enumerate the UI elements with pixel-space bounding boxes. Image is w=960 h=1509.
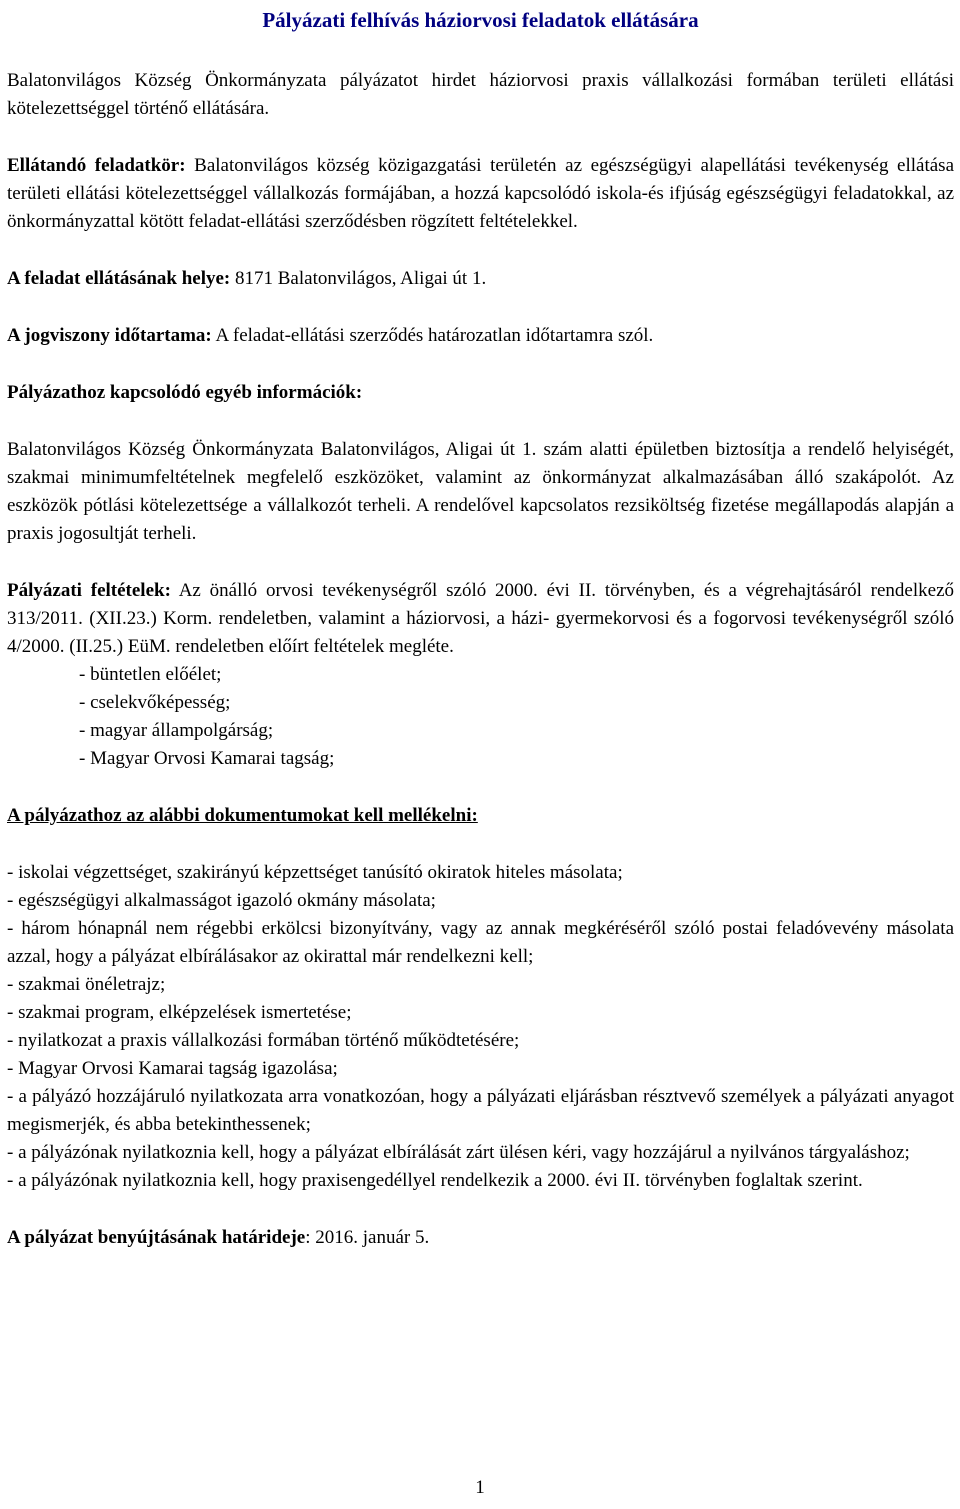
other-info-heading-text: Pályázathoz kapcsolódó egyéb információk: xyxy=(7,382,363,403)
document-page xyxy=(7,0,954,1252)
list-item: - iskolai végzettséget, szakirányú képzettséget tanúsító okiratok hiteles másolata; xyxy=(7,862,623,883)
place-label: A feladat ellátásának helye: xyxy=(7,268,231,289)
list-item: - a pályázónak nyilatkoznia kell, hogy praxisengedéllyel rendelkezik a 2000. évi II. törvényben foglaltak szerint. xyxy=(7,1170,863,1191)
list-item: - büntetlen előélet; xyxy=(79,664,222,685)
intro-paragraph: Balatonvilágos Község Önkormányzata pályázatot hirdet háziorvosi praxis vállalkozási formában területi ellátási kötelezettséggel történő ellátására. xyxy=(7,70,954,119)
scope-paragraph xyxy=(7,152,954,236)
conditions-paragraph xyxy=(7,577,954,661)
list-item: - Magyar Orvosi Kamarai tagság igazolása; xyxy=(7,1058,338,1079)
document-title: Pályázati felhívás háziorvosi feladatok ellátására xyxy=(262,8,699,32)
documents-heading-text: A pályázathoz az alábbi dokumentumokat kell mellékelni: xyxy=(7,805,478,826)
list-item: - három hónapnál nem régebbi erkölcsi bizonyítvány, vagy az annak megkéréséről szóló postai feladóvevény másolata azzal, hogy a pályázat elbírálásakor az okirattal már rendelkezni kell; xyxy=(7,918,954,967)
duration-text: A feladat-ellátási szerződés határozatlan időtartamra szól. xyxy=(211,325,654,346)
deadline-paragraph xyxy=(7,1224,954,1252)
scope-label: Ellátandó feladatkör: xyxy=(7,155,186,176)
page-number: 1 xyxy=(475,1477,485,1498)
deadline-label: A pályázat benyújtásának határideje xyxy=(7,1227,306,1248)
scope-text: Balatonvilágos község közigazgatási területén az egészségügyi alapellátási tevékenység ellátása területi ellátási kötelezettséggel vállalkozás formájában, a hozzá kapcsolódó iskola-és ifjúság egészségügyi feladatokkal, az önkormányzattal kötött feladat-ellátási szerződésben rögzített feltételekkel. xyxy=(7,155,955,232)
conditions-label: Pályázati feltételek: xyxy=(7,580,171,601)
list-item: - a pályázónak nyilatkoznia kell, hogy a pályázat elbírálását zárt ülésen kéri, vagy hozzájárul a nyilvános tárgyaláshoz; xyxy=(7,1142,910,1163)
list-item: - magyar állampolgárság; xyxy=(79,720,274,741)
place-paragraph xyxy=(7,265,954,293)
list-item: - nyilatkozat a praxis vállalkozási formában történő működtetésére; xyxy=(7,1030,520,1051)
other-info-paragraph: Balatonvilágos Község Önkormányzata Balatonvilágos, Aligai út 1. szám alatti épületben biztosítja a rendelő helyiségét, szakmai minimumfeltételnek megfelelő eszközöket, valamint az önkormányzat alkalmazásában álló szakápolót. Az eszközök pótlási kötelezettsége a vállalkozót terheli. A rendelővel kapcsolatos rezsiköltség fizetése megállapodás alapján a praxis jogosultját terheli. xyxy=(7,439,954,544)
documents-heading xyxy=(7,802,954,830)
list-item: - egészségügyi alkalmasságot igazoló okmány másolata; xyxy=(7,890,436,911)
deadline-text: : 2016. január 5. xyxy=(305,1227,430,1248)
conditions-list xyxy=(7,661,954,773)
list-item: - a pályázó hozzájáruló nyilatkozata arra vonatkozóan, hogy a pályázati eljárásban résztvevő személyek a pályázati anyagot megismerjék, és abba betekinthessenek; xyxy=(7,1086,954,1135)
list-item: - Magyar Orvosi Kamarai tagság; xyxy=(79,748,335,769)
list-item: - szakmai program, elképzelések ismertetése; xyxy=(7,1002,352,1023)
list-item: - szakmai önéletrajz; xyxy=(7,974,166,995)
place-text: 8171 Balatonvilágos, Aligai út 1. xyxy=(230,268,487,289)
conditions-text: Az önálló orvosi tevékenységről szóló 2000. évi II. törvényben, és a végrehajtásáról rendelkező 313/2011. (XII.23.) Korm. rendeletben, valamint a háziorvosi, a házi- gyermekorvosi és a fogorvosi tevékenységről szóló 4/2000. (II.25.) EüM. rendeletben előírt feltételek megléte. xyxy=(7,580,955,657)
duration-paragraph xyxy=(7,322,954,350)
list-item: - cselekvőképesség; xyxy=(79,692,231,713)
other-info-heading xyxy=(7,379,954,407)
duration-label: A jogviszony időtartama: xyxy=(7,325,212,346)
documents-list xyxy=(7,859,954,1195)
